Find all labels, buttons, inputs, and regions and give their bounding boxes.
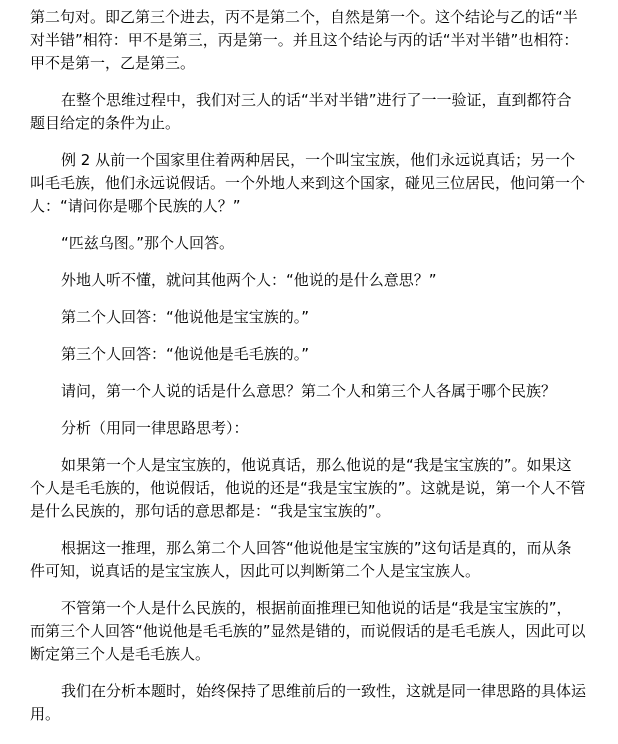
paragraph-example-2: 例 2 从前一个国家里住着两种居民，一个叫宝宝族，他们永远说真话；另一个叫毛毛族，他们永远说假话。一个外地人来到这个国家，碰见三位居民，他问第一个人：“请问你是哪个民族的人？”: [30, 151, 586, 215]
paragraph-question: 请问，第一个人说的话是什么意思？第二个人和第三个人各属于哪个民族？: [61, 382, 557, 400]
paragraph-analysis-heading: 分析（用同一律思路思考）：: [61, 419, 249, 437]
paragraph-analysis-2: 根据这一推理，那么第二个人回答“他说他是宝宝族的”这句话是真的，而从条件可知，说真话的是宝宝族人，因此可以判断第二个人是宝宝族人。: [30, 539, 572, 580]
paragraph-continuation: 第二句对。即乙第三个进去，丙不是第二个，自然是第一个。这个结论与乙的话“半对半错”相符：甲不是第三，丙是第一。并且这个结论与丙的话“半对半错”也相符：甲不是第一，乙是第三。: [30, 8, 579, 72]
paragraph-second-answer: 第二个人回答：“他说他是宝宝族的。”: [61, 308, 310, 326]
paragraph-first-answer: “匹兹乌图。”那个人回答。: [61, 234, 235, 252]
paragraph-verification: 在整个思维过程中，我们对三人的话“半对半错”进行了一一验证，直到都符合题目给定的条件为止。: [30, 91, 572, 132]
paragraph-third-answer: 第三个人回答：“他说他是毛毛族的。”: [61, 345, 310, 363]
paragraph-conclusion: 我们在分析本题时，始终保持了思维前后的一致性，这就是同一律思路的具体运用。: [30, 682, 587, 723]
paragraph-analysis-1: 如果第一个人是宝宝族的，他说真话，那么他说的是“我是宝宝族的”。如果这个人是毛毛族的，他说假话，他说的还是“我是宝宝族的”。这就是说，第一个人不管是什么民族的，那句话的意思都是：“我是宝宝族的”。: [30, 456, 586, 520]
paragraph-analysis-3: 不管第一个人是什么民族的，根据前面推理已知他说的话是“我是宝宝族的”，而第三个人回答“他说他是毛毛族的”显然是错的，而说假话的是毛毛族人，因此可以断定第三个人是毛毛族人。: [30, 599, 586, 663]
document-body: [30, 6, 586, 740]
paragraph-outsider-question: 外地人听不懂，就问其他两个人：“他说的是什么意思？”: [61, 271, 437, 289]
